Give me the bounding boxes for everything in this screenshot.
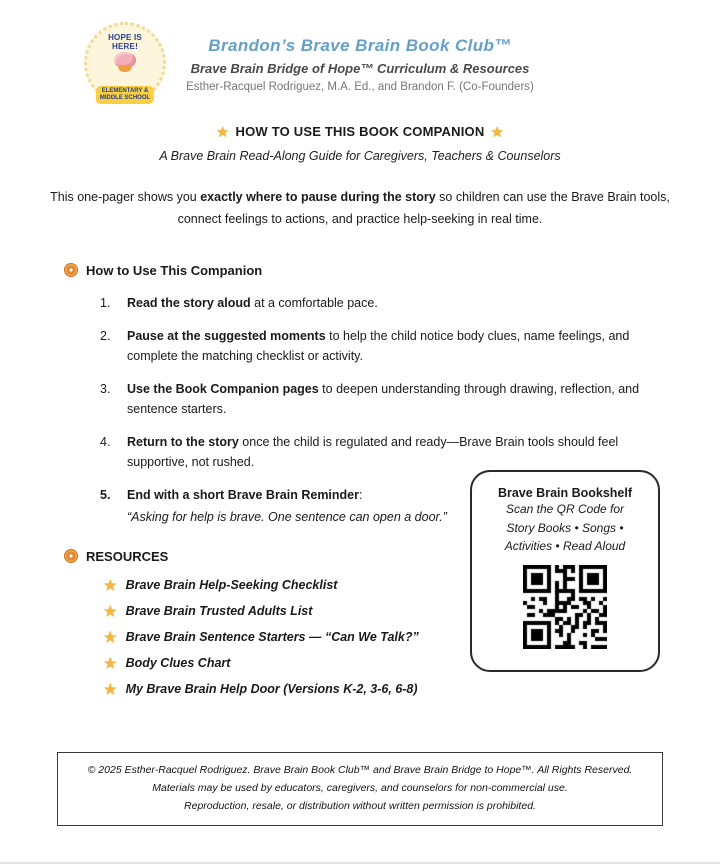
step-bold-text: Pause at the suggested moments bbox=[127, 328, 326, 343]
how-to-heading bbox=[64, 263, 720, 278]
byline: Esther-Racquel Rodriguez, M.A. Ed., and Brandon F. (Co-Founders) bbox=[186, 81, 534, 93]
child-figure-icon bbox=[118, 66, 132, 72]
logo-badge bbox=[84, 22, 166, 104]
companion-heading bbox=[0, 123, 720, 141]
step-bold-text: Return to the story bbox=[127, 434, 239, 449]
step-number: 1. bbox=[100, 295, 111, 310]
step-text bbox=[127, 432, 656, 472]
club-logo bbox=[84, 22, 170, 112]
how-to-heading-text: How to Use This Companion bbox=[86, 262, 263, 278]
footer-line: Materials may be used by educators, caregivers, and counselors for non-commercial use. bbox=[152, 781, 568, 794]
logo-banner-line2: MIDDLE SCHOOL bbox=[99, 94, 151, 101]
logo-banner-line1: ELEMENTARY & bbox=[101, 87, 149, 94]
list-item bbox=[100, 293, 656, 313]
step-rest-text: at a comfortable pace. bbox=[250, 295, 378, 310]
star-icon: ★ bbox=[215, 124, 230, 141]
resource-label: Brave Brain Help-Seeking Checklist bbox=[125, 578, 338, 593]
copyright-footer bbox=[57, 752, 663, 826]
step-rest-text: once the child is regulated and ready—Brave Brain tools should feel supportive, not rushed. bbox=[127, 434, 619, 469]
intro-post: so children can use the Brave Brain tools, connect feelings to actions, and practice help-seeking in real time. bbox=[177, 190, 670, 226]
swirl-icon bbox=[64, 263, 78, 277]
logo-hope-text bbox=[108, 33, 142, 51]
step-bold-text: Read the story aloud bbox=[127, 295, 251, 310]
step-bold-text: End with a short Brave Brain Reminder bbox=[127, 487, 359, 502]
star-icon: ★ bbox=[104, 628, 117, 645]
footer-line: © 2025 Esther-Racquel Rodriguez. Brave Brain Book Club™ and Brave Brain Bridge to Hope™. All Rights Reserved. bbox=[87, 764, 633, 776]
bookshelf-line: Scan the QR Code for bbox=[505, 502, 625, 516]
step-number: 3. bbox=[100, 381, 111, 396]
companion-subheading: A Brave Brain Read-Along Guide for Caregivers, Teachers & Counselors bbox=[159, 149, 561, 163]
star-icon: ★ bbox=[104, 602, 117, 619]
resource-label: Body Clues Chart bbox=[125, 656, 231, 671]
star-icon: ★ bbox=[104, 576, 117, 593]
intro-bold: exactly where to pause during the story bbox=[200, 190, 436, 204]
list-item bbox=[100, 432, 656, 472]
club-title: Brandon’s Brave Brain Book Club™ bbox=[208, 36, 512, 55]
qr-code-container bbox=[482, 565, 648, 654]
step-rest-text: to deepen understanding through drawing, reflection, and sentence starters. bbox=[127, 381, 640, 416]
resource-label: Brave Brain Trusted Adults List bbox=[125, 604, 313, 619]
star-icon: ★ bbox=[104, 654, 117, 671]
step-text bbox=[127, 293, 378, 313]
bookshelf-box bbox=[470, 470, 660, 672]
resource-label: My Brave Brain Help Door (Versions K-2, 3-6, 6-8) bbox=[125, 682, 418, 697]
brain-character-icon bbox=[112, 52, 138, 74]
resource-label: Brave Brain Sentence Starters — “Can We Talk?” bbox=[125, 630, 419, 645]
star-icon: ★ bbox=[104, 680, 117, 697]
step-number: 2. bbox=[100, 328, 111, 343]
qr-code bbox=[523, 565, 607, 649]
intro-paragraph bbox=[32, 187, 688, 231]
step-bold-text: Use the Book Companion pages bbox=[127, 381, 319, 396]
swirl-icon bbox=[64, 549, 78, 563]
curriculum-subtitle: Brave Brain Bridge of Hope™ Curriculum & Resources bbox=[190, 61, 530, 76]
reminder-quote: “Asking for help is brave. One sentence can open a door.” bbox=[127, 509, 447, 524]
step-rest-text: to help the child notice body clues, name feelings, and complete the matching checklist or activity. bbox=[127, 328, 630, 363]
logo-hope-line1: HOPE IS bbox=[108, 33, 142, 42]
logo-school-banner bbox=[96, 86, 154, 104]
list-item bbox=[100, 326, 656, 366]
step-text bbox=[127, 326, 656, 366]
resources-heading-text: RESOURCES bbox=[86, 548, 169, 564]
list-item bbox=[104, 681, 720, 698]
footer-line: Reproduction, resale, or distribution without written permission is prohibited. bbox=[184, 799, 536, 812]
bookshelf-line: Story Books • Songs • bbox=[506, 520, 624, 535]
bookshelf-line: Activities • Read Aloud bbox=[504, 539, 626, 554]
star-icon: ★ bbox=[490, 124, 505, 141]
step-rest-text: : bbox=[359, 487, 363, 502]
step-text bbox=[127, 485, 447, 527]
list-item bbox=[100, 379, 656, 419]
intro-pre: This one-pager shows you bbox=[50, 190, 201, 204]
step-number: 5. bbox=[100, 487, 111, 502]
step-text bbox=[127, 379, 656, 419]
companion-heading-text: HOW TO USE THIS BOOK COMPANION bbox=[235, 124, 485, 139]
logo-hope-line2: HERE! bbox=[112, 42, 138, 52]
bookshelf-title: Brave Brain Bookshelf bbox=[497, 486, 633, 500]
step-number: 4. bbox=[100, 434, 111, 449]
